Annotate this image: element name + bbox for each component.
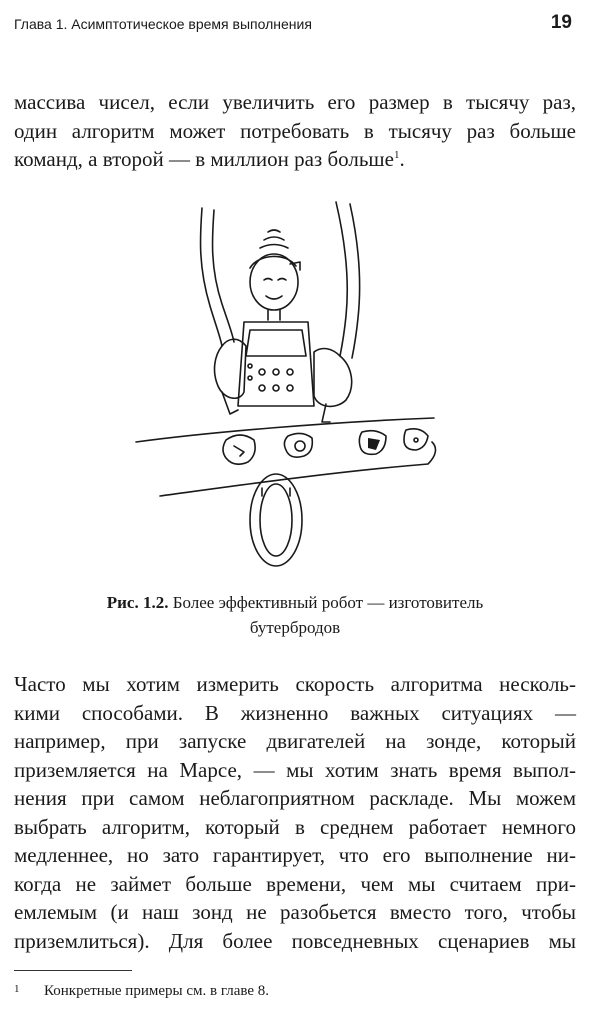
paragraph-line: один алгоритм может потребовать в тысячу раз больше [14, 118, 576, 143]
paragraph-line: приземляется на Марсе, — мы хотим знать время выпол- [14, 757, 576, 782]
paragraph-line-text: команд, а второй — в миллион раз больше [14, 147, 394, 171]
paragraph-line: медленнее, но зато гарантирует, что его выполнение ни- [14, 843, 576, 867]
paragraph-line: выбрать алгоритм, который в среднем работает немного [14, 814, 576, 839]
footnote-number: 1 [14, 983, 20, 995]
paragraph-line: когда не займет больше времени, чем мы считаем при- [14, 871, 576, 896]
figure-caption [40, 590, 550, 640]
paragraph-intro [14, 88, 576, 174]
paragraph-line: например, при запуске двигателей на зонде, который [14, 729, 576, 753]
paragraph-line: Часто мы хотим измерить скорость алгоритма несколь- [14, 672, 576, 696]
paragraph-body [14, 670, 576, 955]
paragraph-line: емлемым (и наш зонд не разобьется вместо того, чтобы [14, 900, 576, 924]
running-head-chapter-title: Глава 1. Асимптотическое время выполнения [14, 16, 312, 32]
figure-caption-text-line2: бутербродов [249, 618, 341, 637]
footnote-text: Конкретные примеры см. в главе 8. [44, 983, 269, 999]
sentence-end-period: . [399, 147, 405, 171]
footnote [14, 983, 269, 1000]
paragraph-line: массива чисел, если увеличить его размер в тысячу раз, [14, 90, 576, 114]
paragraph-line: приземлиться). Для более повседневных сценариев мы [14, 928, 576, 953]
figure-caption-label: Рис. 1.2. [106, 593, 169, 612]
footnote-divider [14, 970, 132, 971]
page-number: 19 [550, 12, 572, 33]
figure-caption-text-line1: Более эффективный робот — изготовитель [172, 593, 484, 612]
paragraph-line: кими способами. В жизненно важных ситуациях — [14, 700, 576, 725]
footnote-reference: 1 [393, 149, 400, 161]
paragraph-line-last [14, 145, 576, 174]
robot-sandwich-illustration [130, 196, 460, 576]
paragraph-line: нения при самом неблагоприятном раскладе. Мы можем [14, 786, 576, 810]
